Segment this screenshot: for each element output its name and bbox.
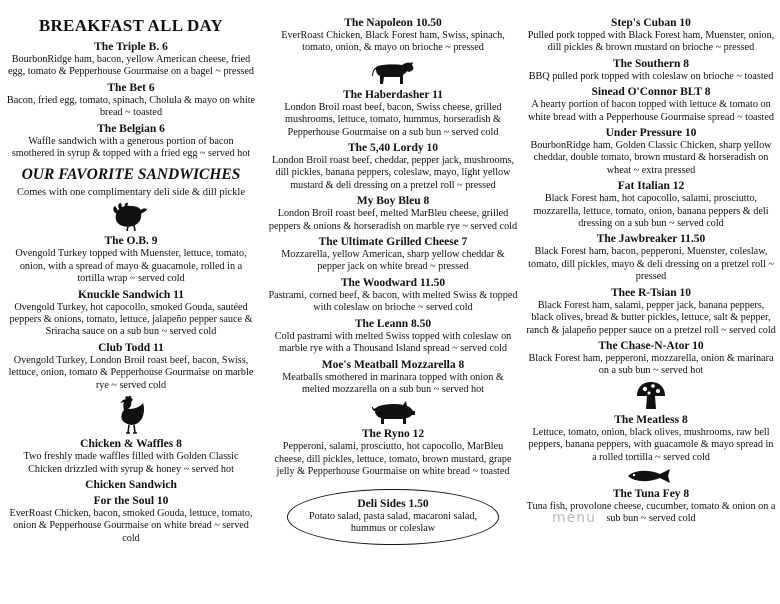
- menu-item: [526, 57, 776, 83]
- item-title: Under Pressure 10: [605, 127, 697, 140]
- watermark: menu: [552, 510, 596, 526]
- turkey-icon: [111, 202, 151, 232]
- item-desc: EverRoast Chicken, Black Forest ham, Swiss, spinach, tomato, onion, & mayo on brioche ~ pressed: [281, 30, 505, 54]
- menu-item: [6, 494, 256, 545]
- sandwich-list-b: [6, 437, 256, 545]
- item-title: Sinead O'Connor BLT 8: [591, 86, 711, 99]
- pig-icon: [370, 399, 416, 425]
- item-desc: Tuna fish, provolone cheese, cucumber, tomato & onion on a sub bun ~ served cold: [526, 500, 776, 525]
- item-desc: London Broil roast beef, melted MarBleu cheese, grilled peppers & onions & horseradish on marble rye ~ served cold: [268, 208, 518, 232]
- sandwich-list-a: [6, 234, 256, 392]
- menu-item: [268, 141, 518, 192]
- item-desc: BBQ pulled pork topped with coleslaw on brioche ~ toasted: [528, 70, 774, 82]
- item-desc: BourbonRidge ham, bacon, yellow American cheese, fried egg, tomato & Pepperhouse Gourmaise on a bagel ~ pressed: [8, 54, 254, 78]
- item-desc: Black Forest ham, salami, pepper jack, banana peppers, black olives, bread & butter pickles, lettuce, salt & pepper, ranch & jalapeño pepper sauce on a pretzel roll ~ served cold: [526, 299, 776, 336]
- item-title: Chicken Sandwich: [85, 478, 177, 491]
- item-desc: Two freshly made waffles filled with Golden Classic Chicken drizzled with syrup & honey ~ served hot: [23, 451, 239, 475]
- menu-item: [6, 288, 256, 339]
- menu-item: [6, 478, 256, 492]
- item-title: The Haberdasher 11: [342, 88, 444, 101]
- item-title: The Meatless 8: [614, 413, 688, 426]
- breakfast-list: [6, 40, 256, 160]
- item-title: The 5,40 Lordy 10: [347, 142, 439, 155]
- menu-item: [268, 276, 518, 315]
- menu-item: [526, 232, 776, 283]
- item-title: Thee R-Tsian 10: [610, 286, 692, 299]
- menu-item: [268, 16, 518, 55]
- deli-sides-oval: [287, 489, 499, 546]
- menu-item: [268, 317, 518, 356]
- menu-item: [268, 427, 518, 478]
- item-title: The Tuna Fey 8: [612, 487, 690, 500]
- menu-item: [526, 85, 776, 124]
- menu-column-1: [6, 14, 256, 600]
- item-title: The Bet 6: [107, 81, 155, 94]
- menu-item: [6, 234, 256, 285]
- chicken-icon: [115, 395, 147, 435]
- item-desc: Pulled pork topped with Black Forest ham, Muenster, onion, dill pickles & brown mustard on brioche ~ pressed: [527, 30, 775, 54]
- item-desc: A hearty portion of bacon topped with lettuce & tomato on white bread with a Pepperhouse Gourmaise spread ~ toasted: [528, 99, 774, 123]
- item-desc: EverRoast Chicken, bacon, smoked Gouda, lettuce, tomato, onion & Pepperhouse Gourmaise on white bread ~ served cold: [9, 507, 253, 544]
- item-title: Step's Cuban 10: [611, 17, 691, 29]
- menu-item: [6, 122, 256, 161]
- menu-item: [526, 339, 776, 378]
- menu-item: [268, 194, 518, 233]
- mushroom-icon: [635, 381, 667, 411]
- sandwiches-heading: OUR FAVORITE SANDWICHES: [21, 166, 241, 184]
- item-desc: Black Forest ham, hot capocollo, salami, prosciutto, mozzarella, lettuce, tomato, onion, banana peppers & deli dressing on a sub bun ~ served cold: [533, 193, 769, 230]
- item-desc: Waffle sandwich with a generous portion of bacon smothered in syrup & topped with a fried egg ~ served hot: [11, 135, 251, 160]
- item-desc: Ovengold Turkey, hot capocollo, smoked Gouda, sautéed peppers & onions, tomato, lettuce, jalapeño pepper sauce & Sriracha sauce on a sub bun ~ served cold: [9, 301, 253, 338]
- menu-item: [526, 126, 776, 177]
- item-title: The Napoleon 10.50: [344, 17, 442, 29]
- menu-item: [526, 16, 776, 55]
- menu-item: [6, 40, 256, 79]
- deli-sides-title: Deli Sides 1.50: [357, 497, 429, 510]
- item-desc: London Broil roast beef, bacon, Swiss cheese, grilled mushrooms, lettuce, tomato, hummus, horseradish & Pepperhouse Gourmaise on a sub bun ~ served cold: [284, 101, 502, 138]
- item-title: The Southern 8: [612, 57, 690, 70]
- menu-item: [268, 88, 518, 139]
- item-title: The Ultimate Grilled Cheese 7: [318, 236, 468, 249]
- menu-item: [526, 286, 776, 337]
- sandwich-list-d: [526, 16, 776, 378]
- sandwiches-subheading: Comes with one complimentary deli side & dill pickle: [16, 187, 246, 199]
- item-desc: Ovengold Turkey topped with Muenster, lettuce, tomato, onion, with a spread of mayo & guacamole, rolled in a tortilla wrap ~ served cold: [15, 248, 247, 285]
- item-desc: Pastrami, corned beef, & bacon, with melted Swiss & topped with coleslaw on brioche ~ served cold: [268, 289, 518, 314]
- deli-sides-desc: Potato salad, pasta salad, macaroni salad, hummus or coleslaw: [308, 510, 478, 534]
- item-title: The Leann 8.50: [354, 317, 432, 330]
- item-title: The O.B. 9: [104, 235, 158, 248]
- item-desc: Mozzarella, yellow American, sharp yellow cheddar & pepper jack on white bread ~ pressed: [281, 249, 505, 273]
- item-title: Chicken & Waffles 8: [80, 438, 182, 451]
- sandwich-list-c: [268, 88, 518, 397]
- item-title: Moe's Meatball Mozzarella 8: [321, 358, 465, 371]
- item-title: The Chase-N-Ator 10: [598, 339, 704, 352]
- item-desc: Black Forest ham, pepperoni, mozzarella, onion & marinara on a sub bun ~ served hot: [528, 352, 774, 377]
- item-desc: Cold pastrami with melted Swiss topped with coleslaw on marble rye with a Thousand Island spread ~ served cold: [274, 330, 512, 355]
- item-title: The Belgian 6: [97, 122, 165, 135]
- fish-icon: [626, 467, 676, 485]
- item-desc: Pepperoni, salami, prosciutto, hot capocollo, MarBleu cheese, dill pickles, lettuce, tomato, brown mustard, grape jelly & Pepperhouse Gourmaise on white bread ~ toasted: [274, 441, 512, 478]
- menu-column-2: [268, 14, 518, 600]
- item-desc: Lettuce, tomato, onion, black olives, mushrooms, raw bell peppers, banana peppers, with guacamole & mayo spread in a rolled tortilla ~ served cold: [528, 426, 774, 463]
- item-title: The Triple B. 6: [94, 41, 168, 53]
- menu-item: [526, 179, 776, 230]
- item-title: Knuckle Sandwich 11: [77, 288, 185, 301]
- breakfast-heading: BREAKFAST ALL DAY: [38, 16, 224, 35]
- item-desc: Black Forest ham, bacon, pepperoni, Muenster, coleslaw, tomato, dill pickles, mayo & deli dressing on a pretzel roll ~ pressed: [528, 246, 774, 283]
- menu-item: [268, 235, 518, 274]
- item-title: The Ryno 12: [361, 428, 425, 441]
- menu-item: [6, 437, 256, 476]
- cow-icon: [370, 58, 416, 86]
- item-title: Club Todd 11: [98, 341, 164, 354]
- menu-item: [6, 341, 256, 392]
- item-desc: London Broil roast beef, cheddar, pepper jack, mushrooms, dill pickles, banana peppers, coleslaw, mayo, light yellow mustard & deli dressing on a pretzel roll ~ pressed: [271, 155, 515, 191]
- item-title: The Woodward 11.50: [340, 276, 446, 289]
- item-title: For the Soul 10: [93, 494, 169, 507]
- menu-item: [268, 358, 518, 397]
- item-desc: Bacon, fried egg, tomato, spinach, Cholula & mayo on white bread ~ toasted: [6, 94, 256, 119]
- item-title: The Jawbreaker 11.50: [596, 233, 706, 246]
- item-desc: Ovengold Turkey, London Broil roast beef, bacon, Swiss, lettuce, onion, tomato & Pepperhouse Gourmaise on marble rye ~ served cold: [8, 354, 254, 391]
- item-title: Fat Italian 12: [617, 180, 685, 193]
- item-desc: BourbonRidge ham, Golden Classic Chicken, sharp yellow cheddar, double tomato, brown mustard & horseradish on wheat ~ extra pressed: [530, 140, 772, 176]
- item-desc: Meatballs smothered in marinara topped with onion & melted mozzarella on a sub bun ~ served hot: [282, 371, 504, 395]
- item-title: My Boy Bleu 8: [356, 195, 430, 208]
- menu-item: [526, 413, 776, 464]
- menu-item: [6, 81, 256, 120]
